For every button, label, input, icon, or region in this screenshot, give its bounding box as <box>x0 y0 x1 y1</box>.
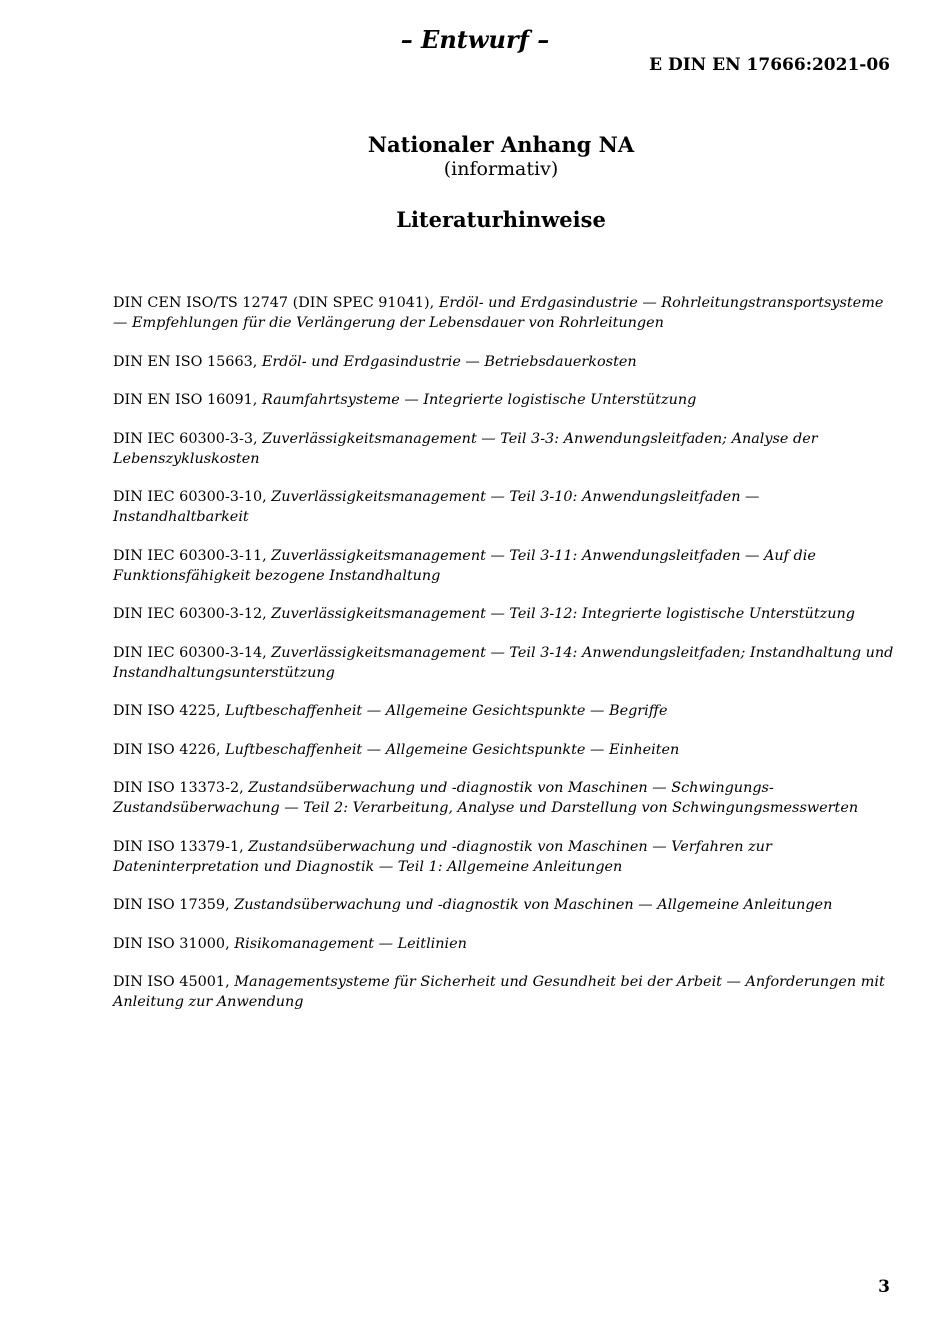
reference-item: DIN ISO 4225, Luftbeschaffenheit — Allgemeine Gesichtspunkte — Begriffe <box>113 703 668 719</box>
reference-designation: DIN EN ISO 16091 <box>113 392 253 408</box>
reference-designation: DIN ISO 13379-1 <box>113 838 240 855</box>
reference-designation: DIN CEN ISO/TS 12747 (DIN SPEC 91041) <box>113 295 430 311</box>
reference-designation: DIN ISO 4226 <box>113 741 216 758</box>
reference-item: DIN CEN ISO/TS 12747 (DIN SPEC 91041), Erdöl- und Erdgasindustrie — Rohrleitungstransportsysteme — Empfehlungen für die Verlängerung der Lebensdauer von Rohrleitungen <box>113 295 884 331</box>
reference-item: DIN IEC 60300-3-3, Zuverlässigkeitsmanagement — Teil 3-3: Anwendungsleitfaden; Analyse der Lebenszykluskosten <box>113 430 818 467</box>
reference-title: Zuverlässigkeitsmanagement — Teil 3-12: Integrierte logistische Unterstützung <box>271 606 855 622</box>
reference-title: Zuverlässigkeitsmanagement — Teil 3-10: Anwendungsleitfaden — Instandhaltbarkeit <box>113 489 760 525</box>
reference-title: Zustandsüberwachung und -diagnostik von Maschinen — Allgemeine Anleitungen <box>234 897 833 913</box>
reference-designation: DIN ISO 45001 <box>113 974 226 990</box>
reference-title: Managementsysteme für Sicherheit und Gesundheit bei der Arbeit — Anforderungen mit Anleitung zur Anwendung <box>113 974 885 1010</box>
reference-designation: DIN IEC 60300-3-14 <box>113 644 263 661</box>
reference-item: DIN ISO 17359, Zustandsüberwachung und -diagnostik von Maschinen — Allgemeine Anleitungen <box>113 897 833 913</box>
reference-designation: DIN IEC 60300-3-3 <box>113 430 253 447</box>
reference-list <box>113 293 895 1031</box>
reference-item: DIN IEC 60300-3-12, Zuverlässigkeitsmanagement — Teil 3-12: Integrierte logistische Unterstützung <box>113 606 855 622</box>
reference-item: DIN ISO 4226, Luftbeschaffenheit — Allgemeine Gesichtspunkte — Einheiten <box>113 741 680 758</box>
reference-item: DIN IEC 60300-3-11, Zuverlässigkeitsmanagement — Teil 3-11: Anwendungsleitfaden — Auf die Funktionsfähigkeit bezogene Instandhaltung <box>113 547 816 584</box>
reference-designation: DIN IEC 60300-3-12 <box>113 606 263 622</box>
draft-mark: – Entwurf – <box>400 25 550 54</box>
reference-title: Zuverlässigkeitsmanagement — Teil 3-14: Anwendungsleitfaden; Instandhaltung und Instandhaltungsunterstützung <box>113 644 894 681</box>
reference-title: Luftbeschaffenheit — Allgemeine Gesichtspunkte — Einheiten <box>225 741 680 758</box>
reference-item: DIN EN ISO 15663, Erdöl- und Erdgasindustrie — Betriebsdauerkosten <box>113 353 637 370</box>
annex-title: Nationaler Anhang NA <box>367 132 635 157</box>
reference-designation: DIN ISO 17359 <box>113 897 226 913</box>
reference-designation: DIN ISO 13373-2 <box>113 780 240 796</box>
reference-designation: DIN ISO 4225 <box>113 703 216 719</box>
reference-title: Risikomanagement — Leitlinien <box>234 935 467 952</box>
reference-item: DIN ISO 13379-1, Zustandsüberwachung und -diagnostik von Maschinen — Verfahren zur Dateninterpretation und Diagnostik — Teil 1: Allgemeine Anleitungen <box>113 838 772 875</box>
reference-title: Erdöl- und Erdgasindustrie — Rohrleitungstransportsysteme — Empfehlungen für die Verlängerung der Lebensdauer von Rohrleitungen <box>113 295 884 331</box>
reference-title: Zuverlässigkeitsmanagement — Teil 3-11: Anwendungsleitfaden — Auf die Funktionsfähigkeit bezogene Instandhaltung <box>113 547 816 584</box>
page-number: 3 <box>878 1277 890 1297</box>
reference-item: DIN IEC 60300-3-14, Zuverlässigkeitsmanagement — Teil 3-14: Anwendungsleitfaden; Instandhaltung und Instandhaltungsunterstützung <box>113 644 894 681</box>
reference-title: Zustandsüberwachung und -diagnostik von Maschinen — Verfahren zur Dateninterpretation und Diagnostik — Teil 1: Allgemeine Anleitungen <box>113 838 772 875</box>
reference-designation: DIN EN ISO 15663 <box>113 353 253 370</box>
reference-item: DIN IEC 60300-3-10, Zuverlässigkeitsmanagement — Teil 3-10: Anwendungsleitfaden — Instandhaltbarkeit <box>113 489 760 525</box>
reference-item: DIN ISO 45001, Managementsysteme für Sicherheit und Gesundheit bei der Arbeit — Anforderungen mit Anleitung zur Anwendung <box>113 974 885 1010</box>
reference-title: Luftbeschaffenheit — Allgemeine Gesichtspunkte — Begriffe <box>225 703 668 719</box>
reference-designation: DIN ISO 31000 <box>113 935 226 952</box>
reference-title: Erdöl- und Erdgasindustrie — Betriebsdauerkosten <box>261 353 637 370</box>
reference-title: Zuverlässigkeitsmanagement — Teil 3-3: Anwendungsleitfaden; Analyse der Lebenszykluskosten <box>113 430 818 467</box>
document-id: E DIN EN 17666:2021-06 <box>649 55 890 75</box>
reference-item: DIN ISO 13373-2, Zustandsüberwachung und -diagnostik von Maschinen — Schwingungs-Zustandsüberwachung — Teil 2: Verarbeitung, Analyse und Darstellung von Schwingungsmesswerten <box>113 780 859 816</box>
reference-designation: DIN IEC 60300-3-10 <box>113 489 263 505</box>
reference-item: DIN ISO 31000, Risikomanagement — Leitlinien <box>113 935 467 952</box>
reference-item: DIN EN ISO 16091, Raumfahrtsysteme — Integrierte logistische Unterstützung <box>113 392 697 408</box>
reference-title: Raumfahrtsysteme — Integrierte logistische Unterstützung <box>261 392 697 408</box>
section-title: Literaturhinweise <box>396 207 606 232</box>
reference-title: Zustandsüberwachung und -diagnostik von Maschinen — Schwingungs-Zustandsüberwachung — Teil 2: Verarbeitung, Analyse und Darstellung von Schwingungsmesswerten <box>113 780 859 816</box>
reference-designation: DIN IEC 60300-3-11 <box>113 547 263 564</box>
annex-subtitle: (informativ) <box>443 158 559 180</box>
